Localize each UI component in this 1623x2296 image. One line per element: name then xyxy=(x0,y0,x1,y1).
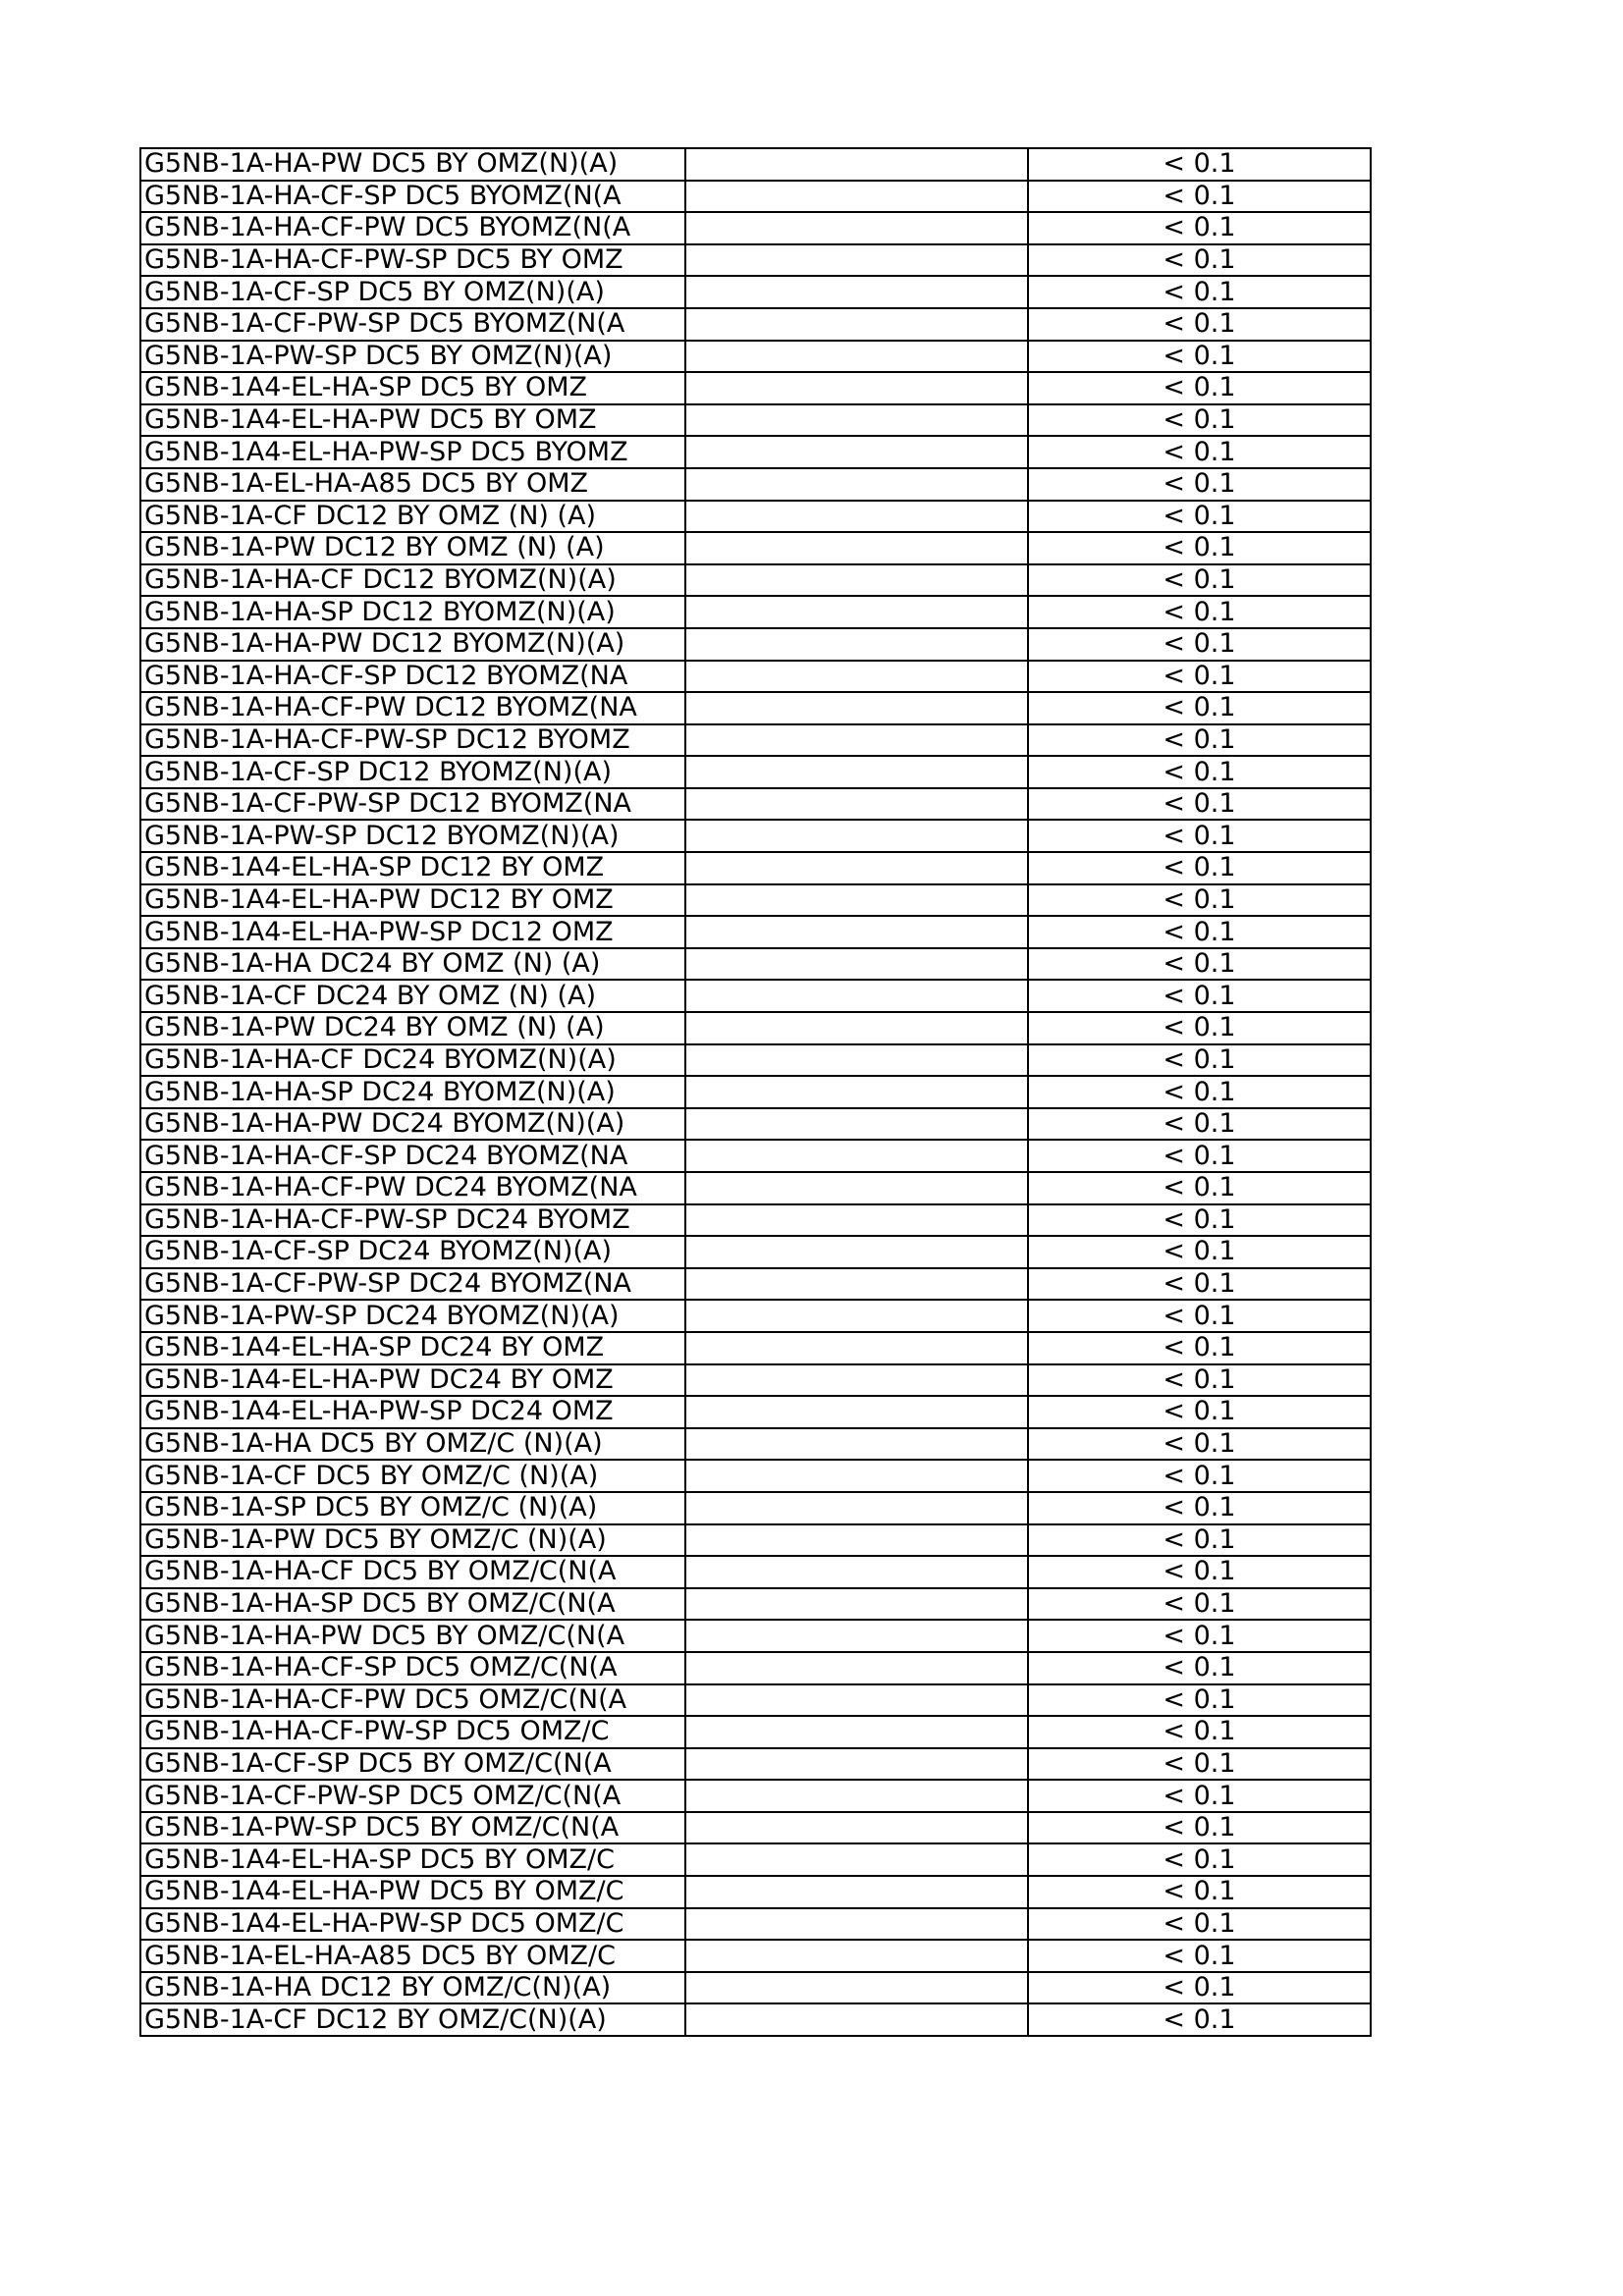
part-name-cell: G5NB-1A-CF DC5 BY OMZ/C (N)(A) xyxy=(140,1460,685,1492)
table-row xyxy=(140,820,1371,852)
empty-cell xyxy=(685,1428,1028,1461)
value-cell: < 0.1 xyxy=(1028,1236,1371,1268)
table-row xyxy=(140,468,1371,501)
table-row xyxy=(140,1364,1371,1397)
value-cell: < 0.1 xyxy=(1028,372,1371,404)
value-cell: < 0.1 xyxy=(1028,1396,1371,1428)
empty-cell xyxy=(685,244,1028,277)
table-row xyxy=(140,1524,1371,1557)
empty-cell xyxy=(685,1716,1028,1748)
empty-cell xyxy=(685,276,1028,308)
part-name-cell: G5NB-1A-HA DC5 BY OMZ/C (N)(A) xyxy=(140,1428,685,1461)
part-name-cell: G5NB-1A-HA-CF-SP DC12 BYOMZ(NA xyxy=(140,661,685,693)
empty-cell xyxy=(685,916,1028,948)
part-name-cell: G5NB-1A-HA-PW DC5 BY OMZ/C(N(A xyxy=(140,1620,685,1652)
empty-cell xyxy=(685,1843,1028,1876)
part-name-cell: G5NB-1A-HA-CF-PW-SP DC5 BY OMZ xyxy=(140,244,685,277)
part-name-cell: G5NB-1A-HA-CF-PW-SP DC24 BYOMZ xyxy=(140,1204,685,1237)
empty-cell xyxy=(685,788,1028,821)
table-row xyxy=(140,1843,1371,1876)
value-cell: < 0.1 xyxy=(1028,1172,1371,1204)
value-cell: < 0.1 xyxy=(1028,1460,1371,1492)
part-name-cell: G5NB-1A-HA-CF-PW-SP DC5 OMZ/C xyxy=(140,1716,685,1748)
empty-cell xyxy=(685,1588,1028,1621)
empty-cell xyxy=(685,1204,1028,1237)
table-row xyxy=(140,181,1371,213)
table-body xyxy=(140,148,1371,2036)
value-cell: < 0.1 xyxy=(1028,1780,1371,1812)
part-name-cell: G5NB-1A-CF DC12 BY OMZ (N) (A) xyxy=(140,501,685,533)
value-cell: < 0.1 xyxy=(1028,308,1371,341)
part-name-cell: G5NB-1A-HA DC12 BY OMZ/C(N)(A) xyxy=(140,1972,685,2004)
part-name-cell: G5NB-1A-EL-HA-A85 DC5 BY OMZ/C xyxy=(140,1940,685,1972)
table-row xyxy=(140,1076,1371,1108)
part-name-cell: G5NB-1A4-EL-HA-PW-SP DC12 OMZ xyxy=(140,916,685,948)
part-name-cell: G5NB-1A-PW-SP DC24 BYOMZ(N)(A) xyxy=(140,1300,685,1332)
part-name-cell: G5NB-1A-HA-PW DC12 BYOMZ(N)(A) xyxy=(140,628,685,661)
part-name-cell: G5NB-1A-HA-CF-PW DC5 BYOMZ(N(A xyxy=(140,212,685,244)
table-row xyxy=(140,308,1371,341)
part-name-cell: G5NB-1A-CF-SP DC24 BYOMZ(N)(A) xyxy=(140,1236,685,1268)
value-cell: < 0.1 xyxy=(1028,596,1371,628)
value-cell: < 0.1 xyxy=(1028,1843,1371,1876)
value-cell: < 0.1 xyxy=(1028,980,1371,1012)
table-row xyxy=(140,1684,1371,1717)
part-name-cell: G5NB-1A-HA-PW DC5 BY OMZ(N)(A) xyxy=(140,148,685,181)
value-cell: < 0.1 xyxy=(1028,1620,1371,1652)
value-cell: < 0.1 xyxy=(1028,1876,1371,1908)
empty-cell xyxy=(685,1972,1028,2004)
value-cell: < 0.1 xyxy=(1028,468,1371,501)
table-row xyxy=(140,596,1371,628)
table-row xyxy=(140,1172,1371,1204)
table-row xyxy=(140,1460,1371,1492)
value-cell: < 0.1 xyxy=(1028,1492,1371,1524)
table-row xyxy=(140,436,1371,468)
empty-cell xyxy=(685,341,1028,373)
part-name-cell: G5NB-1A-CF-SP DC12 BYOMZ(N)(A) xyxy=(140,756,685,788)
table-row xyxy=(140,372,1371,404)
table-row xyxy=(140,948,1371,981)
table-row xyxy=(140,1428,1371,1461)
empty-cell xyxy=(685,532,1028,564)
table-row xyxy=(140,244,1371,277)
value-cell: < 0.1 xyxy=(1028,1268,1371,1301)
empty-cell xyxy=(685,2003,1028,2036)
value-cell: < 0.1 xyxy=(1028,1300,1371,1332)
value-cell: < 0.1 xyxy=(1028,404,1371,437)
table-row xyxy=(140,1748,1371,1781)
table-row xyxy=(140,148,1371,181)
value-cell: < 0.1 xyxy=(1028,436,1371,468)
table-row xyxy=(140,1876,1371,1908)
empty-cell xyxy=(685,1364,1028,1397)
value-cell: < 0.1 xyxy=(1028,884,1371,917)
empty-cell xyxy=(685,1524,1028,1557)
value-cell: < 0.1 xyxy=(1028,1556,1371,1588)
part-name-cell: G5NB-1A-HA DC24 BY OMZ (N) (A) xyxy=(140,948,685,981)
empty-cell xyxy=(685,820,1028,852)
empty-cell xyxy=(685,1332,1028,1364)
empty-cell xyxy=(685,1556,1028,1588)
value-cell: < 0.1 xyxy=(1028,916,1371,948)
value-cell: < 0.1 xyxy=(1028,2003,1371,2036)
empty-cell xyxy=(685,148,1028,181)
empty-cell xyxy=(685,1940,1028,1972)
empty-cell xyxy=(685,1172,1028,1204)
part-name-cell: G5NB-1A-HA-CF DC5 BY OMZ/C(N(A xyxy=(140,1556,685,1588)
part-name-cell: G5NB-1A-CF-PW-SP DC12 BYOMZ(NA xyxy=(140,788,685,821)
table-row xyxy=(140,852,1371,884)
part-name-cell: G5NB-1A4-EL-HA-PW DC12 BY OMZ xyxy=(140,884,685,917)
value-cell: < 0.1 xyxy=(1028,1364,1371,1397)
empty-cell xyxy=(685,1684,1028,1717)
value-cell: < 0.1 xyxy=(1028,1428,1371,1461)
table-row xyxy=(140,1236,1371,1268)
table-row xyxy=(140,564,1371,597)
part-name-cell: G5NB-1A-HA-CF-PW DC12 BYOMZ(NA xyxy=(140,692,685,724)
value-cell: < 0.1 xyxy=(1028,1076,1371,1108)
table-row xyxy=(140,1492,1371,1524)
value-cell: < 0.1 xyxy=(1028,852,1371,884)
part-name-cell: G5NB-1A-CF-PW-SP DC24 BYOMZ(NA xyxy=(140,1268,685,1301)
empty-cell xyxy=(685,1268,1028,1301)
part-name-cell: G5NB-1A4-EL-HA-SP DC5 BY OMZ xyxy=(140,372,685,404)
part-name-cell: G5NB-1A4-EL-HA-PW-SP DC5 OMZ/C xyxy=(140,1908,685,1941)
table-row xyxy=(140,1140,1371,1172)
empty-cell xyxy=(685,372,1028,404)
value-cell: < 0.1 xyxy=(1028,1044,1371,1077)
empty-cell xyxy=(685,756,1028,788)
part-name-cell: G5NB-1A-PW DC5 BY OMZ/C (N)(A) xyxy=(140,1524,685,1557)
part-name-cell: G5NB-1A-PW DC24 BY OMZ (N) (A) xyxy=(140,1012,685,1044)
value-cell: < 0.1 xyxy=(1028,788,1371,821)
value-cell: < 0.1 xyxy=(1028,1588,1371,1621)
value-cell: < 0.1 xyxy=(1028,1652,1371,1684)
part-name-cell: G5NB-1A-EL-HA-A85 DC5 BY OMZ xyxy=(140,468,685,501)
table-row xyxy=(140,341,1371,373)
value-cell: < 0.1 xyxy=(1028,820,1371,852)
part-name-cell: G5NB-1A-HA-PW DC24 BYOMZ(N)(A) xyxy=(140,1108,685,1141)
table-row xyxy=(140,2003,1371,2036)
value-cell: < 0.1 xyxy=(1028,724,1371,757)
value-cell: < 0.1 xyxy=(1028,532,1371,564)
part-name-cell: G5NB-1A-HA-CF DC12 BYOMZ(N)(A) xyxy=(140,564,685,597)
value-cell: < 0.1 xyxy=(1028,1012,1371,1044)
part-name-cell: G5NB-1A-PW-SP DC5 BY OMZ/C(N(A xyxy=(140,1812,685,1844)
table-row xyxy=(140,1556,1371,1588)
table-row xyxy=(140,980,1371,1012)
part-name-cell: G5NB-1A-HA-CF-PW DC24 BYOMZ(NA xyxy=(140,1172,685,1204)
part-name-cell: G5NB-1A4-EL-HA-PW-SP DC24 OMZ xyxy=(140,1396,685,1428)
table-row xyxy=(140,1812,1371,1844)
value-cell: < 0.1 xyxy=(1028,1812,1371,1844)
empty-cell xyxy=(685,980,1028,1012)
empty-cell xyxy=(685,1780,1028,1812)
value-cell: < 0.1 xyxy=(1028,564,1371,597)
value-cell: < 0.1 xyxy=(1028,501,1371,533)
value-cell: < 0.1 xyxy=(1028,148,1371,181)
part-name-cell: G5NB-1A-PW-SP DC5 BY OMZ(N)(A) xyxy=(140,341,685,373)
table-row xyxy=(140,916,1371,948)
empty-cell xyxy=(685,1076,1028,1108)
empty-cell xyxy=(685,852,1028,884)
empty-cell xyxy=(685,661,1028,693)
value-cell: < 0.1 xyxy=(1028,1716,1371,1748)
part-name-cell: G5NB-1A-CF-SP DC5 BY OMZ(N)(A) xyxy=(140,276,685,308)
part-name-cell: G5NB-1A-HA-SP DC24 BYOMZ(N)(A) xyxy=(140,1076,685,1108)
empty-cell xyxy=(685,596,1028,628)
value-cell: < 0.1 xyxy=(1028,1684,1371,1717)
empty-cell xyxy=(685,884,1028,917)
table-row xyxy=(140,1620,1371,1652)
empty-cell xyxy=(685,564,1028,597)
value-cell: < 0.1 xyxy=(1028,661,1371,693)
part-name-cell: G5NB-1A4-EL-HA-PW DC5 BY OMZ xyxy=(140,404,685,437)
part-name-cell: G5NB-1A4-EL-HA-SP DC24 BY OMZ xyxy=(140,1332,685,1364)
empty-cell xyxy=(685,468,1028,501)
empty-cell xyxy=(685,1876,1028,1908)
empty-cell xyxy=(685,1620,1028,1652)
empty-cell xyxy=(685,181,1028,213)
empty-cell xyxy=(685,308,1028,341)
table-row xyxy=(140,1044,1371,1077)
empty-cell xyxy=(685,692,1028,724)
part-name-cell: G5NB-1A4-EL-HA-PW DC5 BY OMZ/C xyxy=(140,1876,685,1908)
value-cell: < 0.1 xyxy=(1028,1940,1371,1972)
part-name-cell: G5NB-1A-HA-SP DC12 BYOMZ(N)(A) xyxy=(140,596,685,628)
table-row xyxy=(140,1300,1371,1332)
table-row xyxy=(140,1396,1371,1428)
part-name-cell: G5NB-1A-CF DC12 BY OMZ/C(N)(A) xyxy=(140,2003,685,2036)
table-row xyxy=(140,1972,1371,2004)
part-name-cell: G5NB-1A4-EL-HA-SP DC5 BY OMZ/C xyxy=(140,1843,685,1876)
empty-cell xyxy=(685,1492,1028,1524)
table-row xyxy=(140,1332,1371,1364)
value-cell: < 0.1 xyxy=(1028,1108,1371,1141)
table-row xyxy=(140,1652,1371,1684)
value-cell: < 0.1 xyxy=(1028,1908,1371,1941)
part-name-cell: G5NB-1A-HA-SP DC5 BY OMZ/C(N(A xyxy=(140,1588,685,1621)
table-row xyxy=(140,1588,1371,1621)
value-cell: < 0.1 xyxy=(1028,244,1371,277)
value-cell: < 0.1 xyxy=(1028,276,1371,308)
part-name-cell: G5NB-1A4-EL-HA-PW DC24 BY OMZ xyxy=(140,1364,685,1397)
empty-cell xyxy=(685,501,1028,533)
part-name-cell: G5NB-1A-HA-CF-PW-SP DC12 BYOMZ xyxy=(140,724,685,757)
table-row xyxy=(140,1108,1371,1141)
value-cell: < 0.1 xyxy=(1028,1972,1371,2004)
part-name-cell: G5NB-1A-CF-PW-SP DC5 BYOMZ(N(A xyxy=(140,308,685,341)
value-cell: < 0.1 xyxy=(1028,948,1371,981)
table-row xyxy=(140,756,1371,788)
empty-cell xyxy=(685,404,1028,437)
empty-cell xyxy=(685,212,1028,244)
part-name-cell: G5NB-1A-HA-CF-SP DC5 OMZ/C(N(A xyxy=(140,1652,685,1684)
value-cell: < 0.1 xyxy=(1028,181,1371,213)
part-name-cell: G5NB-1A-CF-PW-SP DC5 OMZ/C(N(A xyxy=(140,1780,685,1812)
value-cell: < 0.1 xyxy=(1028,692,1371,724)
value-cell: < 0.1 xyxy=(1028,1140,1371,1172)
part-name-cell: G5NB-1A4-EL-HA-SP DC12 BY OMZ xyxy=(140,852,685,884)
table-row xyxy=(140,404,1371,437)
table-row xyxy=(140,628,1371,661)
table-row xyxy=(140,532,1371,564)
empty-cell xyxy=(685,436,1028,468)
value-cell: < 0.1 xyxy=(1028,212,1371,244)
empty-cell xyxy=(685,1908,1028,1941)
empty-cell xyxy=(685,948,1028,981)
data-table xyxy=(139,147,1372,2037)
value-cell: < 0.1 xyxy=(1028,1204,1371,1237)
table-row xyxy=(140,788,1371,821)
part-name-cell: G5NB-1A-PW DC12 BY OMZ (N) (A) xyxy=(140,532,685,564)
empty-cell xyxy=(685,1140,1028,1172)
table-row xyxy=(140,1780,1371,1812)
value-cell: < 0.1 xyxy=(1028,341,1371,373)
empty-cell xyxy=(685,1812,1028,1844)
table-row xyxy=(140,276,1371,308)
value-cell: < 0.1 xyxy=(1028,1748,1371,1781)
table-row xyxy=(140,1940,1371,1972)
empty-cell xyxy=(685,1652,1028,1684)
table-row xyxy=(140,1012,1371,1044)
empty-cell xyxy=(685,1396,1028,1428)
empty-cell xyxy=(685,1012,1028,1044)
empty-cell xyxy=(685,1044,1028,1077)
empty-cell xyxy=(685,1460,1028,1492)
table-row xyxy=(140,501,1371,533)
table-row xyxy=(140,212,1371,244)
part-name-cell: G5NB-1A-HA-CF-SP DC24 BYOMZ(NA xyxy=(140,1140,685,1172)
part-name-cell: G5NB-1A-PW-SP DC12 BYOMZ(N)(A) xyxy=(140,820,685,852)
empty-cell xyxy=(685,1108,1028,1141)
value-cell: < 0.1 xyxy=(1028,756,1371,788)
empty-cell xyxy=(685,724,1028,757)
table-row xyxy=(140,1204,1371,1237)
table-row xyxy=(140,1908,1371,1941)
table-row xyxy=(140,884,1371,917)
part-name-cell: G5NB-1A-SP DC5 BY OMZ/C (N)(A) xyxy=(140,1492,685,1524)
value-cell: < 0.1 xyxy=(1028,628,1371,661)
table-row xyxy=(140,692,1371,724)
value-cell: < 0.1 xyxy=(1028,1332,1371,1364)
part-name-cell: G5NB-1A4-EL-HA-PW-SP DC5 BYOMZ xyxy=(140,436,685,468)
part-name-cell: G5NB-1A-HA-CF DC24 BYOMZ(N)(A) xyxy=(140,1044,685,1077)
part-name-cell: G5NB-1A-HA-CF-PW DC5 OMZ/C(N(A xyxy=(140,1684,685,1717)
empty-cell xyxy=(685,1300,1028,1332)
part-name-cell: G5NB-1A-CF-SP DC5 BY OMZ/C(N(A xyxy=(140,1748,685,1781)
table-row xyxy=(140,724,1371,757)
empty-cell xyxy=(685,1236,1028,1268)
part-name-cell: G5NB-1A-HA-CF-SP DC5 BYOMZ(N(A xyxy=(140,181,685,213)
value-cell: < 0.1 xyxy=(1028,1524,1371,1557)
table-row xyxy=(140,1268,1371,1301)
part-name-cell: G5NB-1A-CF DC24 BY OMZ (N) (A) xyxy=(140,980,685,1012)
empty-cell xyxy=(685,628,1028,661)
table-row xyxy=(140,661,1371,693)
table-row xyxy=(140,1716,1371,1748)
empty-cell xyxy=(685,1748,1028,1781)
